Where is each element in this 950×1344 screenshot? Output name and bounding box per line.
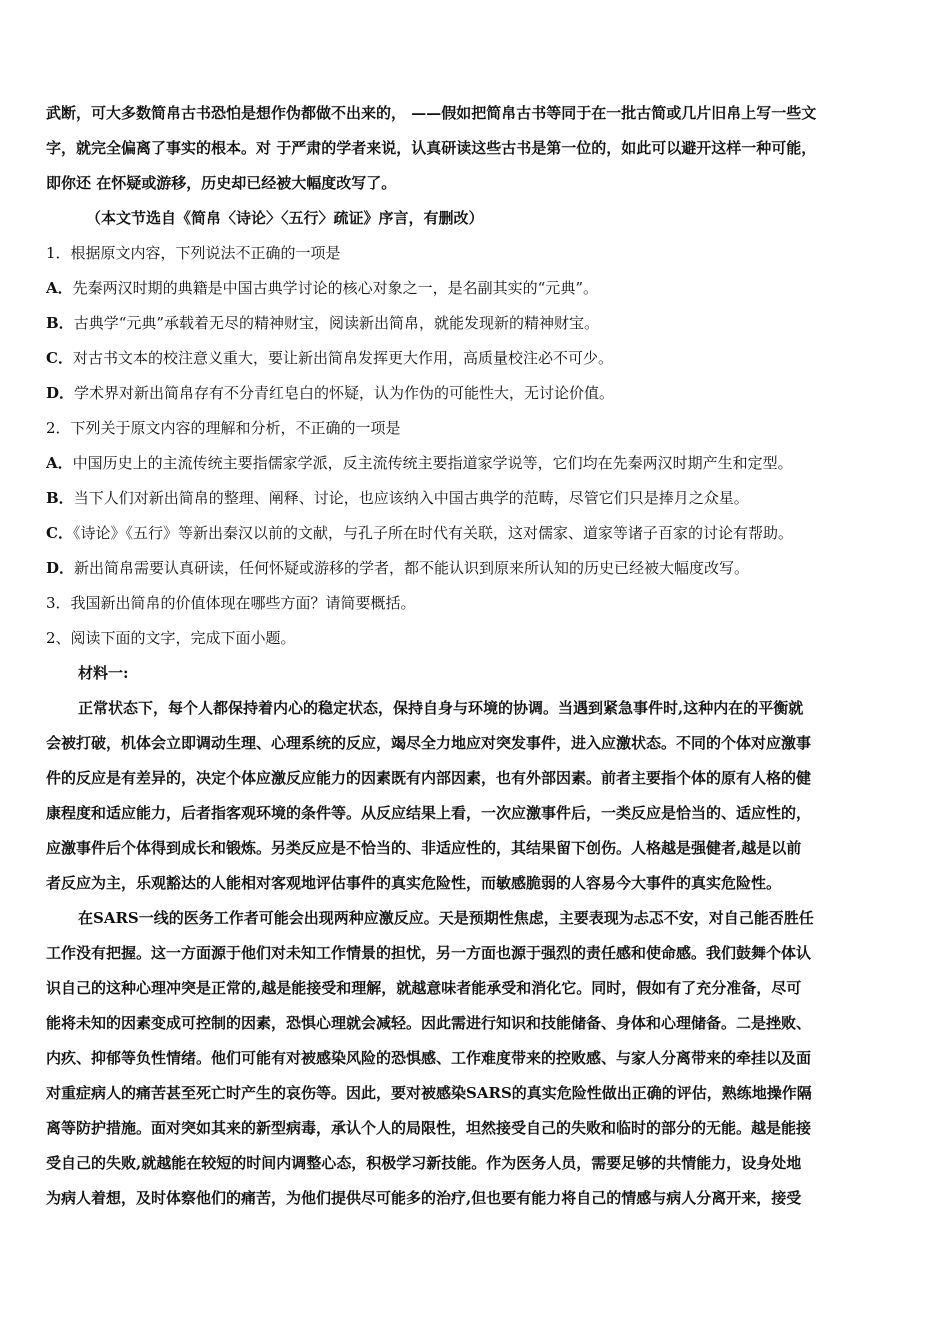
question-2 xyxy=(46,411,904,586)
option-a xyxy=(46,446,904,481)
option-text: 当下人们对新出简帛的整理、阐释、讨论，也应该纳入中国古典学的范畴，尽管它们只是捧月之众星。 xyxy=(73,489,749,507)
question-1 xyxy=(46,236,904,411)
material-line: 离等防护措施。面对突如其来的新型病毒，承认个人的局限性，坦然接受自己的失败和临时的部分的无能。越是能接 xyxy=(46,1119,812,1137)
option-label: A． xyxy=(46,454,73,472)
material-line: 为病人着想，及时体察他们的痛苦，为他们提供尽可能多的治疗,但也要有能力将自己的情感与病人分离开来，接受 xyxy=(46,1189,802,1207)
option-label: B． xyxy=(46,489,74,507)
material-line: 件的反应是有差异的，决定个体应激反应能力的因素既有内部因素，也有外部因素。前者主要指个体的原有人格的健 xyxy=(46,769,812,787)
option-b xyxy=(46,306,904,341)
material-line: 工作没有把握。这一方面源于他们对未知工作情景的担忧，另一方面也源于强烈的责任感和使命感。我们鼓舞个体认 xyxy=(46,944,812,962)
option-label: D． xyxy=(46,559,75,577)
option-text: 古典学“元典”承载着无尽的精神财宝，阅读新出简帛，就能发现新的精神财宝。 xyxy=(73,314,600,332)
question-stem: 1．根据原文内容，下列说法不正确的一项是 xyxy=(46,244,341,262)
option-label: D． xyxy=(46,384,75,402)
material-line: 受自己的失败,就越能在较短的时间内调整心态，积极学习新技能。作为医务人员，需要足够的共情能力，设身处地 xyxy=(46,1154,802,1172)
question-stem: 2．下列关于原文内容的理解和分析，不正确的一项是 xyxy=(46,419,401,437)
passage-1 xyxy=(46,96,904,236)
option-c xyxy=(46,516,904,551)
material-line: 识自己的这种心理冲突是正常的,越是能接受和理解，就越意味者能承受和消化它。同时，假如有了充分准备，尽可 xyxy=(46,979,802,997)
option-text: 《诗论》《五行》等新出秦汉以前的文献，与孔子所在时代有关联，这对儒家、道家等诸子百家的讨论有帮助。 xyxy=(72,524,793,542)
material-text xyxy=(46,691,904,1216)
option-d xyxy=(46,376,904,411)
material-line: 康程度和适应能力，后者指客观环境的条件等。从反应结果上看，一次应激事件后，一类反应是恰当的、适应性的， xyxy=(46,804,812,822)
material-line: 会被打破，机体会立即调动生理、心理系统的反应，竭尽全力地应对突发事件，进入应激状态。不同的个体对应激事 xyxy=(46,734,812,752)
question-stem: 3．我国新出简帛的价值体现在哪些方面？请简要概括。 xyxy=(46,594,416,612)
passage-line: 武断，可大多数简帛古书恐怕是想作伪都做不出来的， ——假如把简帛古书等同于在一批古简或几片旧帛上写一些文 xyxy=(46,104,817,122)
option-b xyxy=(46,481,904,516)
passage-line: 字，就完全偏离了事实的根本。对 于严肃的学者来说，认真研读这些古书是第一位的，如此可以避开这样一种可能， xyxy=(46,139,817,157)
material-line: 在SARS一线的医务工作者可能会出现两种应激反应。天是预期性焦虑，主要表现为忐忑不安，对自己能否胜任 xyxy=(78,909,814,927)
option-c xyxy=(46,341,904,376)
material-line: 正常状态下，每个人都保持着内心的稳定状态，保持自身与环境的协调。当遇到紧急事件时,这种内在的平衡就 xyxy=(78,699,804,717)
option-text: 中国历史上的主流传统主要指儒家学派，反主流传统主要指道家学说等，它们均在先秦两汉时期产生和定型。 xyxy=(72,454,793,472)
option-text: 新出简帛需要认真研读，任何怀疑或游移的学者，都不能认识到原来所认知的历史已经被大幅度改写。 xyxy=(74,559,750,577)
material-label: 材料一: xyxy=(78,664,129,682)
option-a xyxy=(46,271,904,306)
option-label: C． xyxy=(46,524,73,542)
material-line: 能将未知的因素变成可控制的因素，恐惧心理就会减轻。因此需进行知识和技能储备、身体和心理储备。二是挫败、 xyxy=(46,1014,812,1032)
section-heading: 2、阅读下面的文字，完成下面小题。 xyxy=(46,629,296,647)
option-label: C． xyxy=(46,349,73,367)
material-line: 内疚、抑郁等负性情绪。他们可能有对被感染风险的恐惧感、工作难度带来的控败感、与家人分离带来的牵挂以及面 xyxy=(46,1049,812,1067)
option-text: 对古书文本的校注意义重大，要让新出简帛发挥更大作用，高质量校注必不可少。 xyxy=(72,349,613,367)
section-2 xyxy=(46,621,904,1216)
option-text: 先秦两汉时期的典籍是中国古典学讨论的核心对象之一，是名副其实的“元典”。 xyxy=(72,279,598,297)
question-3 xyxy=(46,586,904,621)
option-d xyxy=(46,551,904,586)
option-text: 学术界对新出简帛存有不分青红皂白的怀疑，认为作伪的可能性大，无讨论价值。 xyxy=(74,384,615,402)
option-label: A． xyxy=(46,279,73,297)
material-line: 对重症病人的痛苦甚至死亡时产生的哀伤等。因此，要对被感染SARS的真实危险性做出正确的评估，熟练地操作隔 xyxy=(46,1084,812,1102)
material-line: 者反应为主，乐观豁达的人能相对客观地评估事件的真实危险性，而敏感脆弱的人容易今大事件的真实危险性。 xyxy=(46,874,782,892)
document-content xyxy=(46,96,904,1216)
passage-source: （本文节选自《简帛〈诗论〉〈五行〉疏证》序言，有删改） xyxy=(86,209,484,227)
material-line: 应激事件后个体得到成长和锻炼。另类反应是不恰当的、非适应性的，其结果留下创伤。人格越是强健者,越是以前 xyxy=(46,839,802,857)
passage-line: 即你还 在怀疑或游移，历史却已经被大幅度改写了。 xyxy=(46,174,397,192)
option-label: B． xyxy=(46,314,74,332)
